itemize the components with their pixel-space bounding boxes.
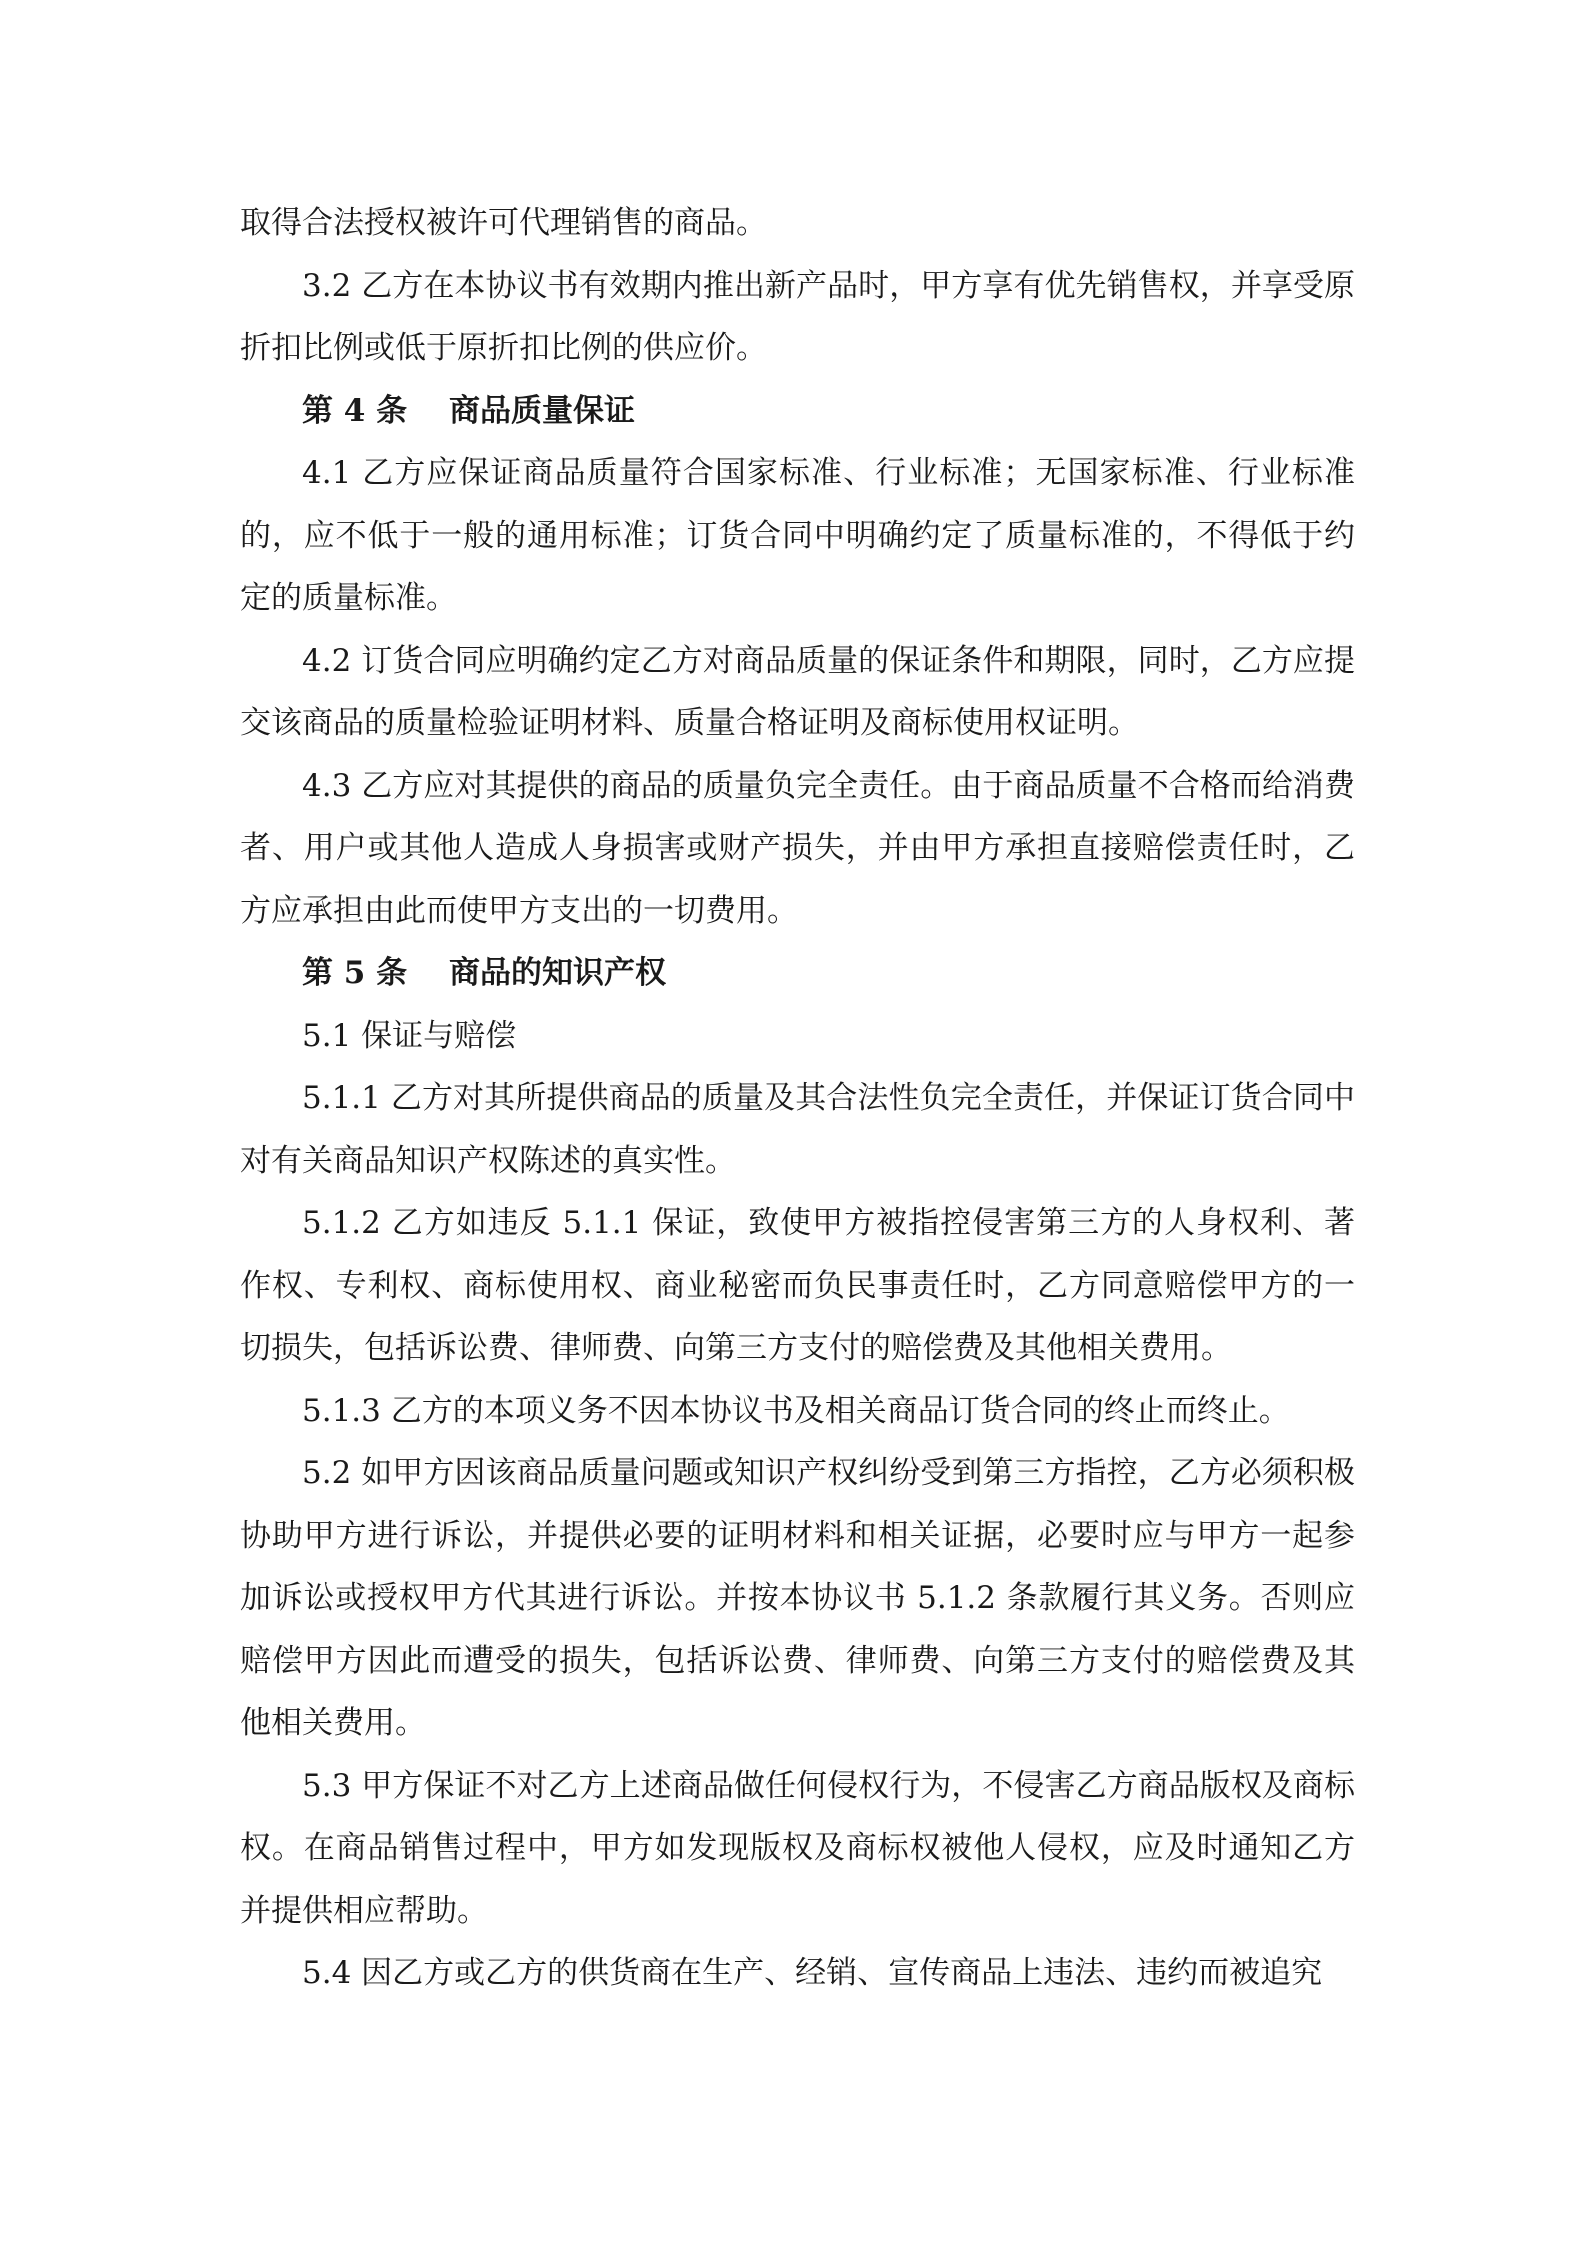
- paragraph-5-1: 5.1 保证与赔偿: [302, 1017, 517, 1054]
- paragraph-4-1: 4.1 乙方应保证商品质量符合国家标准、行业标准；无国家标准、行业标准的，应不低于一般的通用标准；订货合同中明确约定了质量标准的，不得低于约定的质量标准。: [240, 455, 1355, 616]
- paragraph-5-1-3: 5.1.3 乙方的本项义务不因本协议书及相关商品订货合同的终止而终止。: [302, 1392, 1290, 1429]
- section-heading-5: 第 5 条 商品的知识产权: [302, 955, 666, 991]
- document-page: [240, 192, 1355, 2005]
- section-heading-4: 第 4 条 商品质量保证: [302, 392, 635, 429]
- paragraph-3-2: 3.2 乙方在本协议书有效期内推出新产品时，甲方享有优先销售权，并享受原折扣比例或低于原折扣比例的供应价。: [240, 267, 1355, 366]
- paragraph-5-2: 5.2 如甲方因该商品质量问题或知识产权纠纷受到第三方指控，乙方必须积极协助甲方进行诉讼，并提供必要的证明材料和相关证据，必要时应与甲方一起参加诉讼或授权甲方代其进行诉讼。并按本协议书 5.1.2 条款履行其义务。否则应赔偿甲方因此而遭受的损失，包括诉讼费、律师费、向第三方支付的赔偿费及其他相关费用。: [240, 1455, 1355, 1741]
- paragraph-5-3: 5.3 甲方保证不对乙方上述商品做任何侵权行为，不侵害乙方商品版权及商标权。在商品销售过程中，甲方如发现版权及商标权被他人侵权，应及时通知乙方并提供相应帮助。: [240, 1767, 1355, 1929]
- paragraph-continuation: 取得合法授权被许可代理销售的商品。: [240, 205, 767, 241]
- paragraph-5-1-1: 5.1.1 乙方对其所提供商品的质量及其合法性负完全责任，并保证订货合同中对有关商品知识产权陈述的真实性。: [240, 1080, 1355, 1179]
- paragraph-4-2: 4.2 订货合同应明确约定乙方对商品质量的保证条件和期限，同时，乙方应提交该商品的质量检验证明材料、质量合格证明及商标使用权证明。: [240, 642, 1355, 741]
- paragraph-5-1-2: 5.1.2 乙方如违反 5.1.1 保证，致使甲方被指控侵害第三方的人身权利、著作权、专利权、商标使用权、商业秘密而负民事责任时，乙方同意赔偿甲方的一切损失，包括诉讼费、律师费、向第三方支付的赔偿费及其他相关费用。: [240, 1205, 1355, 1366]
- paragraph-5-4: 5.4 因乙方或乙方的供货商在生产、经销、宣传商品上违法、违约而被追究: [302, 1955, 1323, 1991]
- paragraph-4-3: 4.3 乙方应对其提供的商品的质量负完全责任。由于商品质量不合格而给消费者、用户或其他人造成人身损害或财产损失，并由甲方承担直接赔偿责任时，乙方应承担由此而使甲方支出的一切费用。: [240, 767, 1355, 929]
